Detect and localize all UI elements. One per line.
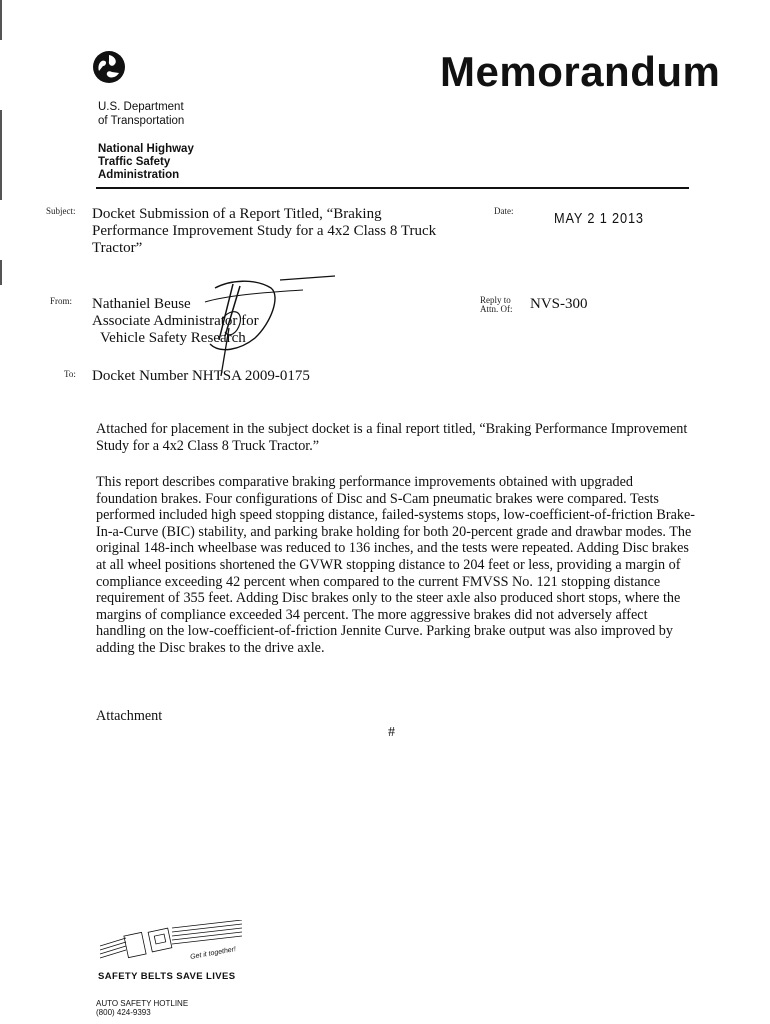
end-mark: # [388,725,395,740]
from-line: Nathaniel Beuse [92,296,191,312]
agency-name [98,143,194,182]
department-line: U.S. Department [98,101,184,113]
paragraph-text: Attached for placement in the subject docket is a final report titled, “Braking Performance Improvement Study for a 4x2 Class 8 Truck Tractor.” [96,421,688,454]
header-divider [96,187,689,189]
memo-title: Memorandum [440,48,721,95]
subject-line: Tractor” [92,240,143,256]
body-paragraph-2 [96,474,696,657]
seatbelt-buckle-icon [96,920,246,970]
date-label: Date: [494,206,514,216]
to-value: Docket Number NHTSA 2009-0175 [92,368,310,384]
subject-label: Subject: [46,206,76,216]
reply-to-value: NVS-300 [530,296,588,312]
attachment-note: Attachment [96,708,163,724]
from-line: Associate Administrator for [92,313,259,329]
body-paragraph-1 [96,421,696,454]
department-line: of Transportation [98,115,185,127]
agency-line: Traffic Safety [98,156,171,168]
hotline-info [96,999,188,1017]
safety-slogan: SAFETY BELTS SAVE LIVES [98,971,236,982]
agency-line: Administration [98,169,180,181]
date-stamp: MAY 2 1 2013 [554,210,644,227]
subject-line: Docket Submission of a Report Titled, “Braking [92,206,382,222]
department-name [98,100,184,128]
subject-value [92,206,472,257]
reply-label-line: Reply to [480,295,511,305]
from-label: From: [50,296,73,306]
reply-label-line: Attn. Of: [480,304,513,314]
buckle-caption: Get it together! [189,946,237,961]
scan-edge-mark [0,260,2,285]
handwritten-signature [185,268,340,383]
from-line: Vehicle Safety Research [100,330,246,346]
hotline-line: (800) 424-9393 [96,1008,151,1017]
agency-line: National Highway [98,143,194,155]
reply-to-label [480,296,513,314]
hotline-line: AUTO SAFETY HOTLINE [96,999,189,1008]
dot-triskelion-logo-icon [92,50,126,84]
subject-line: Performance Improvement Study for a 4x2 Class 8 Truck [92,223,437,239]
paragraph-text: This report describes comparative braking performance improvements obtained with upgraded foundation brakes. Four configurations of Disc and S-Cam pneumatic brakes were compared. Tests performed included high speed stopping distance, failed-systems stops, low-coefficient-of-friction Brake-In-a-Curve (BIC) stability, and parking brake holding for both 20-percent grade and drawbar modes. The original 148-inch wheelbase was reduced to 136 inches, and the tests were repeated. Adding Disc brakes at all wheel positions shortened the GVWR stopping distance to 204 feet or less, providing a margin of compliance exceeding 42 percent when compared to the current FMVSS No. 121 stopping distance requirement of 355 feet. Adding Disc brakes only to the steer axle also produced short stops, where the margins of compliance exceeded 34 percent. The more aggressive brakes did not adversely affect handling on the low-coefficient-of-friction Jennite Curve. Parking brake output was also improved by adding the Disc brakes to the drive axle. [96,474,695,656]
scan-edge-mark [0,110,2,200]
to-label: To: [64,369,76,379]
scan-edge-mark [0,0,2,40]
